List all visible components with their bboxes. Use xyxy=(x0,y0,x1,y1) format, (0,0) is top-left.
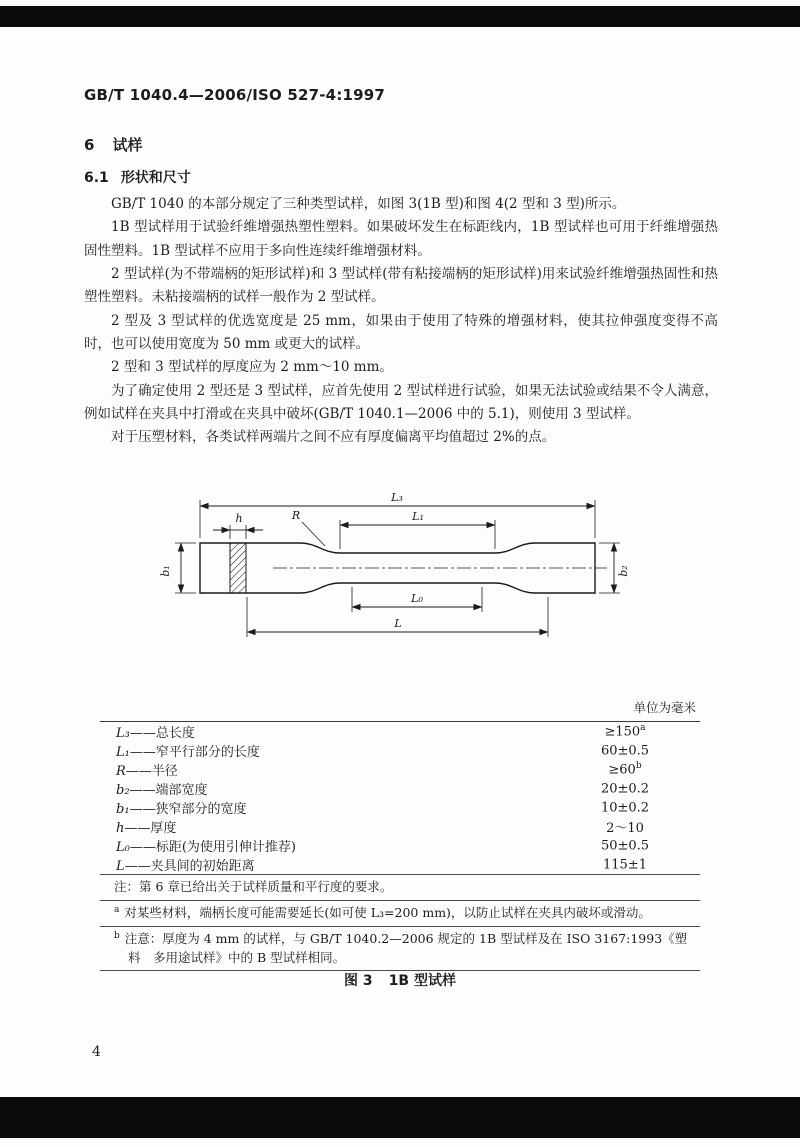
paragraph: 为了确定使用 2 型还是 3 型试样，应首先使用 2 型试样进行试验，如果无法试验或结果不令人满意，例如试样在夹具中打滑或在夹具中破坏(GB/T 1040.1—2006 中的 5.1)，则使用 3 型试样。 xyxy=(84,382,718,423)
table-note-b: $^b$ 注意：厚度为 4 mm 的试样，与 GB/T 1040.2—2006 规定的 1B 型试样及在 ISO 3167:1993《塑料 多用途试样》中的 B 型试样相同。 xyxy=(100,927,700,972)
table-row xyxy=(100,779,700,798)
subsection-title: 形状和尺寸 xyxy=(120,170,191,186)
table-row xyxy=(100,855,700,874)
standard-header: GB/T 1040.4—2006/ISO 527-4:1997 xyxy=(84,86,386,104)
subsection-number: 6.1 xyxy=(84,170,109,186)
dim-label-b1: b₁ xyxy=(159,565,172,577)
scan-artifact-top xyxy=(0,6,800,27)
description: ——厚度 xyxy=(124,821,177,836)
table-note-general: 注：第 6 章已给出关于试样质量和平行度的要求。 xyxy=(100,875,700,901)
value: 10±0.2 xyxy=(600,800,650,816)
value: 50±0.5 xyxy=(600,838,650,854)
description: ——狭窄部分的宽度 xyxy=(129,802,247,817)
table-row xyxy=(100,798,700,817)
paragraph: GB/T 1040 的本部分规定了三种类型试样，如图 3(1B 型)和图 4(2 型和 3 型)所示。 xyxy=(111,196,626,212)
value: $\ge 60^b$ xyxy=(608,761,642,778)
document-body xyxy=(84,134,718,450)
figure-caption-title: 1B 型试样 xyxy=(388,973,456,989)
description: ——窄平行部分的长度 xyxy=(129,745,260,760)
value: 2～10 xyxy=(606,821,644,836)
table-row xyxy=(100,741,700,760)
symbol: L₁ xyxy=(116,745,130,760)
paragraph: 2 型试样(为不带端柄的矩形试样)和 3 型试样(带有粘接端柄的矩形试样)用来试验纤维增强热固性和热塑性塑料。未粘接端柄的试样一般作为 2 型试样。 xyxy=(84,266,718,306)
symbol: R xyxy=(116,764,126,779)
figure-caption-number: 图 3 xyxy=(344,973,373,989)
symbol: L₃ xyxy=(116,726,130,741)
table-note-a: $^a$ 对某些材料，端柄长度可能需要延长(如可使 L₃=200 mm)，以防止试样在夹具内破坏或滑动。 xyxy=(100,901,700,927)
description: ——总长度 xyxy=(129,726,195,741)
dim-label-b2: b₂ xyxy=(617,565,630,577)
symbol: L₀ xyxy=(116,840,130,855)
value: 60±0.5 xyxy=(600,743,650,759)
scan-artifact-bottom xyxy=(0,1097,800,1138)
paragraph: 2 型和 3 型试样的厚度应为 2 mm～10 mm。 xyxy=(111,359,393,376)
section-heading xyxy=(84,134,718,155)
dim-label-L: L xyxy=(394,617,402,630)
symbol: b₂ xyxy=(116,783,130,798)
description: ——夹具间的初始距离 xyxy=(124,859,255,874)
table-row xyxy=(100,722,700,741)
dim-label-R: R xyxy=(291,509,301,522)
value: 20±0.2 xyxy=(600,781,650,797)
paragraph: 1B 型试样用于试验纤维增强热塑性塑料。如果破坏发生在标距线内，1B 型试样也可用于纤维增强热固性塑料。1B 型试样不应用于多向性连续纤维增强材料。 xyxy=(84,219,718,259)
dimension-table xyxy=(100,721,700,874)
dim-label-L1: L₁ xyxy=(412,510,424,523)
symbol: b₁ xyxy=(116,802,130,817)
radius-leader-line xyxy=(302,522,325,546)
value: $\ge 150^a$ xyxy=(604,723,646,740)
section-title: 试样 xyxy=(112,136,143,154)
hatched-section xyxy=(230,543,246,593)
symbol: h xyxy=(116,821,125,836)
dim-label-L0: L₀ xyxy=(411,592,423,605)
table-row xyxy=(100,836,700,855)
description: ——端部宽度 xyxy=(129,783,208,798)
dim-label-L3: L₃ xyxy=(391,491,403,504)
table-row xyxy=(100,817,700,836)
value: 115±1 xyxy=(603,857,647,873)
page-number: 4 xyxy=(92,1044,101,1060)
specimen-figure xyxy=(155,478,655,668)
table-notes xyxy=(100,874,700,971)
figure-caption xyxy=(100,970,700,990)
dim-label-h: h xyxy=(235,512,243,525)
paragraph: 对于压塑材料，各类试样两端片之间不应有厚度偏离平均值超过 2%的点。 xyxy=(111,429,556,446)
description: ——半径 xyxy=(125,764,178,779)
paragraph: 2 型及 3 型试样的优选宽度是 25 mm，如果由于使用了特殊的增强材料，使其拉伸强度变得不高时，也可以使用宽度为 50 mm 或更大的试样。 xyxy=(84,312,718,353)
description: ——标距(为使用引伸计推荐) xyxy=(129,840,297,855)
dimension-table-block xyxy=(100,698,700,971)
table-row xyxy=(100,760,700,779)
subsection-heading xyxy=(84,167,718,187)
specimen-drawing xyxy=(155,478,655,668)
unit-note: 单位为毫米 xyxy=(633,700,696,715)
section-number: 6 xyxy=(84,136,95,154)
symbol: L xyxy=(116,859,125,874)
